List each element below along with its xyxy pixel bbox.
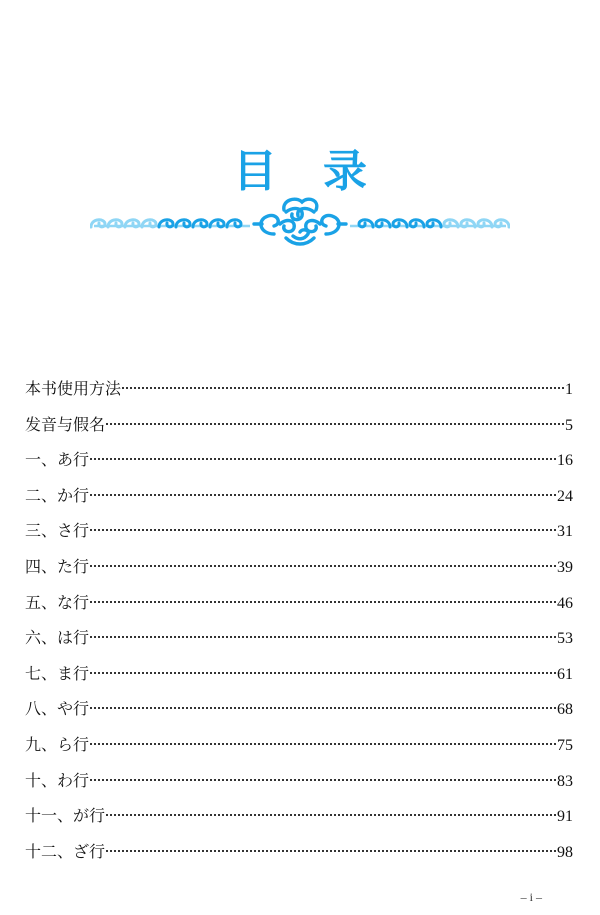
toc-entry-label: 十二、ざ行 — [25, 841, 106, 861]
toc-entry-label: 一、あ行 — [25, 450, 90, 470]
toc-entry-page: 75 — [557, 736, 573, 754]
ornament-center-medallion — [254, 199, 346, 244]
toc-entry-page: 16 — [557, 452, 573, 470]
toc-leader-dots — [90, 601, 556, 603]
page-number: – i – — [520, 890, 542, 904]
toc-leader-dots — [90, 458, 556, 460]
toc-entry-page: 98 — [557, 843, 573, 861]
toc-entry-page: 68 — [557, 701, 573, 719]
toc-leader-dots — [90, 529, 556, 531]
toc-entry-label: 本书使用方法 — [25, 379, 122, 398]
toc-entry-page: 5 — [565, 416, 573, 434]
page-title-char-1: 目 — [233, 146, 277, 197]
toc-entry-label: 十一、が行 — [25, 806, 106, 826]
toc-entry[interactable] — [25, 834, 573, 870]
toc-entry-page: 53 — [557, 630, 573, 648]
cloud-scroll-ornament-icon — [90, 194, 510, 248]
toc-entry-label: 八、や行 — [25, 699, 90, 719]
toc-entry[interactable] — [25, 798, 573, 834]
toc-entry[interactable] — [25, 513, 573, 549]
ornament-swirl — [495, 220, 509, 227]
toc-entry-page: 46 — [557, 594, 573, 612]
toc-entry-page: 83 — [557, 772, 573, 790]
toc-leader-dots — [106, 814, 556, 816]
toc-entry-page: 1 — [565, 381, 573, 398]
toc-entry-page: 24 — [557, 487, 573, 505]
toc-entry-label: 五、な行 — [25, 592, 90, 612]
toc-entry[interactable] — [25, 478, 573, 514]
toc-entry-label: 十、わ行 — [25, 770, 90, 790]
toc-leader-dots — [90, 707, 556, 709]
page-title-char-2: 录 — [323, 146, 367, 197]
ornament-swirl — [91, 220, 105, 227]
toc-entry-label: 七、ま行 — [25, 663, 90, 683]
toc-entry[interactable] — [25, 549, 573, 585]
toc-entry[interactable] — [25, 585, 573, 621]
toc-leader-dots — [90, 779, 556, 781]
toc-entry-label: 六、は行 — [25, 628, 90, 648]
toc-entry-page: 31 — [557, 523, 573, 541]
toc-leader-dots — [90, 494, 556, 496]
toc-entry-label: 发音与假名 — [25, 414, 106, 434]
toc-leader-dots — [90, 672, 556, 674]
ornament-left-border — [91, 220, 250, 227]
toc-entry[interactable] — [25, 727, 573, 763]
toc-entry[interactable] — [25, 371, 573, 407]
toc-entry[interactable] — [25, 620, 573, 656]
ornament-right-border — [350, 220, 509, 227]
toc-leader-dots — [90, 743, 556, 745]
toc-entry[interactable] — [25, 407, 573, 443]
toc-leader-dots — [106, 423, 564, 425]
toc-entry-label: 九、ら行 — [25, 734, 90, 754]
toc-entry[interactable] — [25, 442, 573, 478]
page-title — [0, 146, 600, 198]
table-of-contents — [25, 371, 573, 869]
toc-leader-dots — [106, 850, 556, 852]
toc-entry-label: 四、た行 — [25, 556, 90, 576]
toc-leader-dots — [90, 636, 556, 638]
toc-entry[interactable] — [25, 656, 573, 692]
toc-entry[interactable] — [25, 691, 573, 727]
toc-entry-label: 三、さ行 — [25, 521, 90, 541]
toc-leader-dots — [90, 565, 556, 567]
toc-entry[interactable] — [25, 763, 573, 799]
toc-entry-page: 39 — [557, 558, 573, 576]
toc-entry-label: 二、か行 — [25, 485, 90, 505]
toc-leader-dots — [122, 387, 564, 389]
toc-entry-page: 61 — [557, 665, 573, 683]
toc-entry-page: 91 — [557, 808, 573, 826]
